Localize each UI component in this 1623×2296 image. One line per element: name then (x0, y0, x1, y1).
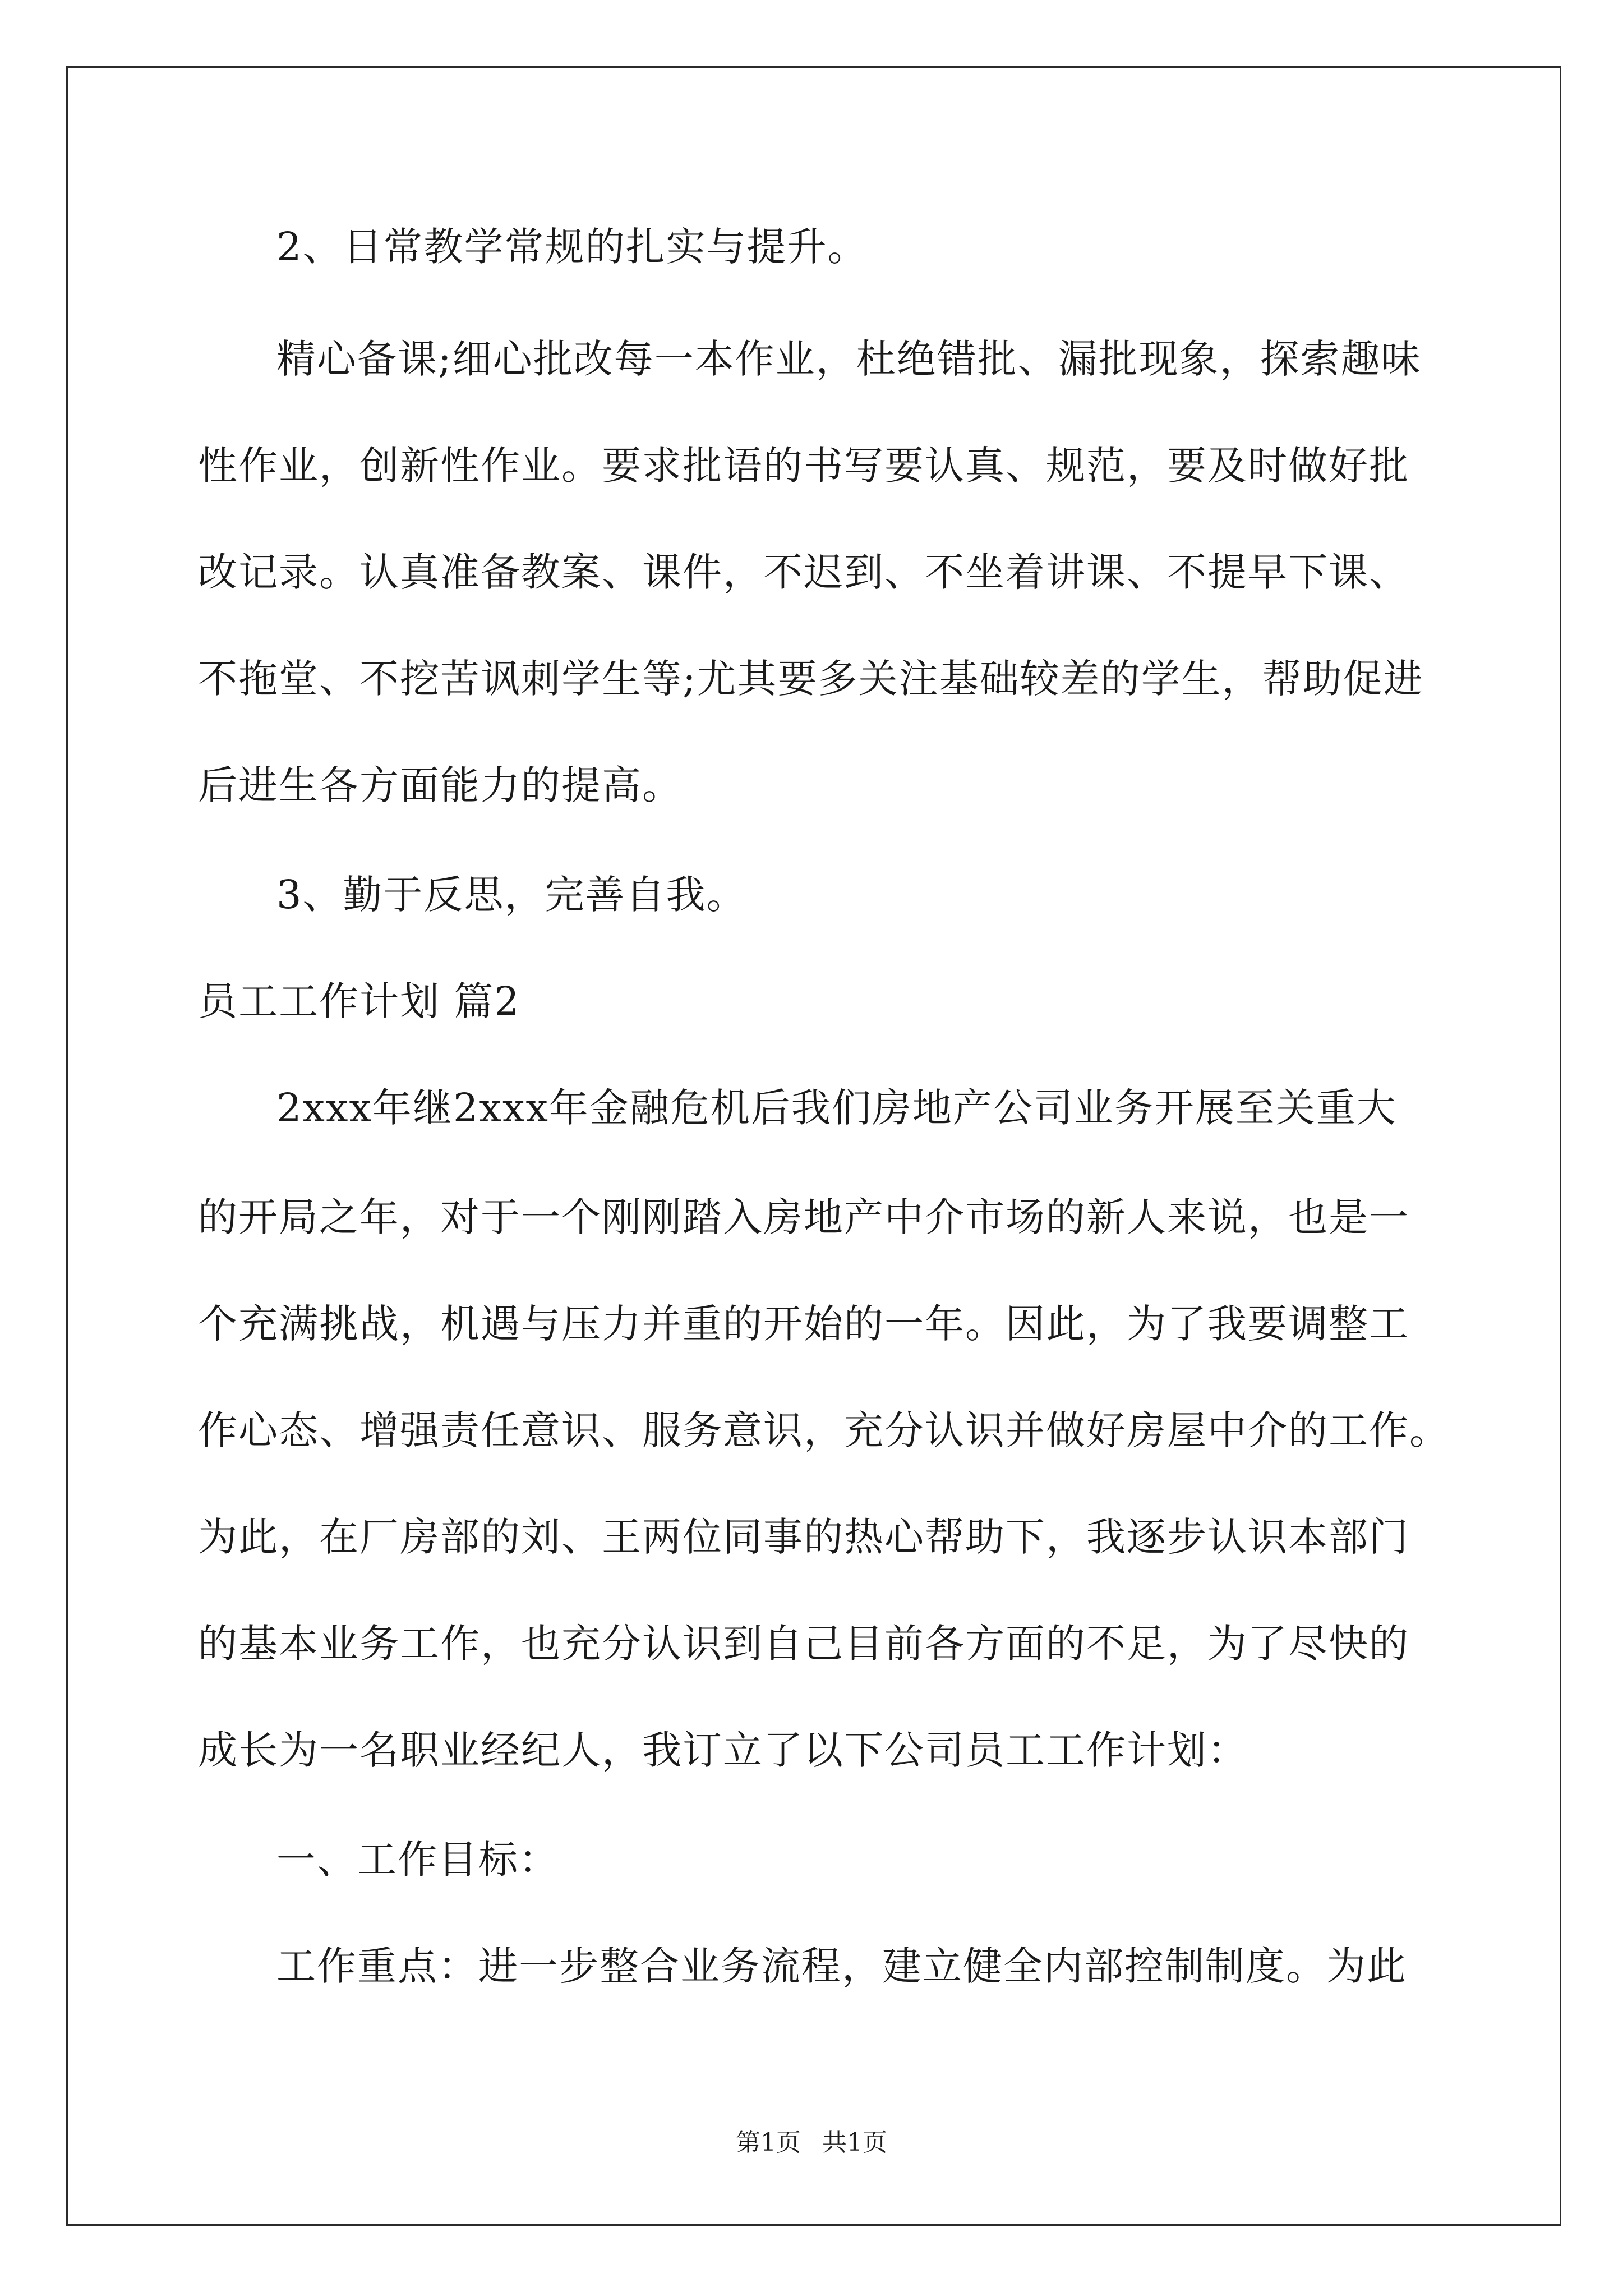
paragraph-line: 改记录。认真准备教案、课件，不迟到、不坐着讲课、不提早下课、 (198, 549, 1409, 595)
paragraph-line: 的基本业务工作，也充分认识到自己目前各方面的不足，为了尽快的 (198, 1621, 1409, 1667)
paragraph-line: 2xxx年继2xxx年金融危机后我们房地产公司业务开展至关重大 (276, 1085, 1397, 1131)
paragraph-line: 不拖堂、不挖苦讽刺学生等;尤其要多关注基础较差的学生，帮助促进 (198, 656, 1424, 702)
paragraph-line: 一、工作目标： (276, 1837, 559, 1883)
paragraph-line: 的开局之年，对于一个刚刚踏入房地产中介市场的新人来说，也是一 (198, 1194, 1409, 1240)
paragraph-line: 工作重点：进一步整合业务流程，建立健全内部控制制度。为此 (276, 1943, 1407, 1989)
section-heading: 员工工作计划 篇2 (198, 978, 520, 1024)
page-border (66, 66, 1561, 2226)
paragraph-line: 3、勤于反思，完善自我。 (276, 872, 747, 918)
paragraph-line: 个充满挑战，机遇与压力并重的开始的一年。因此，为了我要调整工 (198, 1301, 1409, 1347)
paragraph-line: 后进生各方面能力的提高。 (198, 762, 683, 808)
paragraph-line: 为此，在厂房部的刘、王两位同事的热心帮助下，我逐步认识本部门 (198, 1514, 1409, 1560)
page-number: 第1页 (736, 2128, 801, 2157)
paragraph-line: 性作业，创新性作业。要求批语的书写要认真、规范，要及时做好批 (198, 443, 1409, 489)
page-footer (0, 2126, 1623, 2160)
paragraph-line: 作心态、增强责任意识、服务意识，充分认识并做好房屋中介的工作。 (198, 1407, 1450, 1453)
paragraph-line: 精心备课;细心批改每一本作业，杜绝错批、漏批现象，探索趣味 (276, 336, 1422, 382)
paragraph-line: 成长为一名职业经纪人，我订立了以下公司员工工作计划： (198, 1727, 1248, 1773)
paragraph-line: 2、日常教学常规的扎实与提升。 (276, 224, 868, 270)
page-total: 共1页 (822, 2128, 887, 2157)
